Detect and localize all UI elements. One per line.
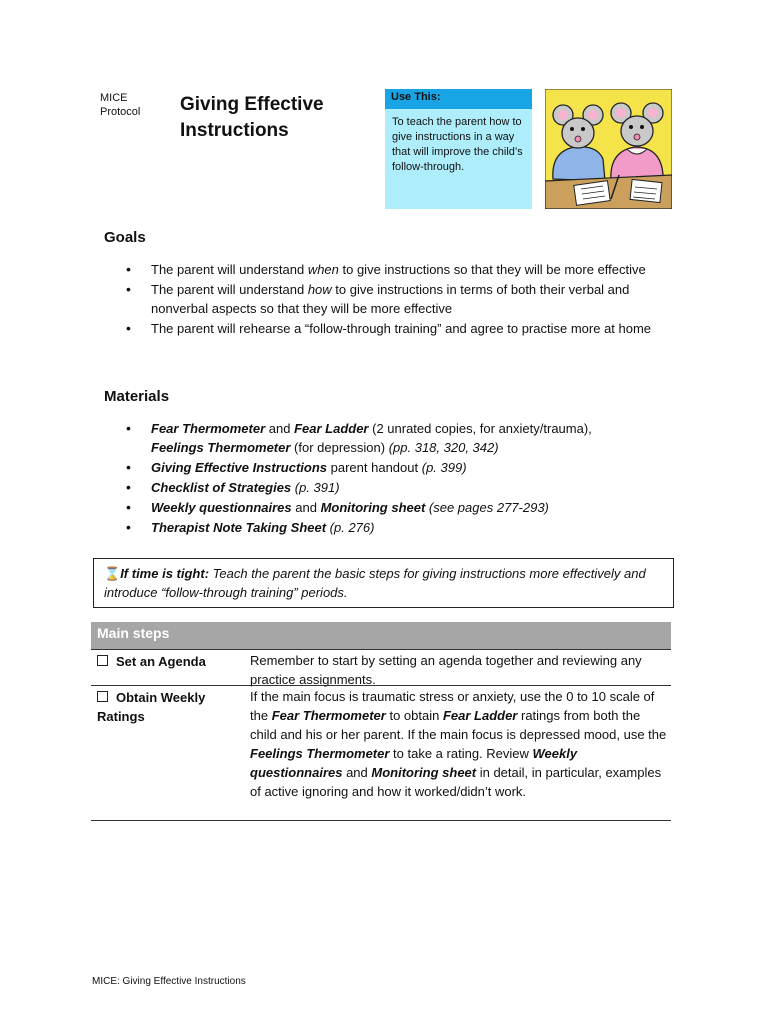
- hourglass-icon: ⌛: [104, 566, 121, 581]
- list-item: • Weekly questionnaires and Monitoring sheet (see pages 277-293): [126, 498, 671, 517]
- tip-text: Teach the parent the basic steps for giving instructions more effectively and introduce “follow-through training” periods.: [104, 566, 646, 600]
- use-this-heading: Use This:: [385, 89, 532, 109]
- list-item: • Fear Thermometer and Fear Ladder (2 unrated copies, for anxiety/trauma), Feelings Thermometer (for depression) (pp. 318, 320, 342): [126, 419, 671, 457]
- step-label: Obtain Weekly Ratings: [97, 690, 206, 724]
- use-this-body: To teach the parent how to give instructions in a way that will improve the child’s follow-through.: [385, 109, 532, 209]
- step-label: Set an Agenda: [97, 652, 237, 671]
- list-item: • Giving Effective Instructions parent handout (p. 399): [126, 458, 671, 477]
- list-item: • The parent will understand when to give instructions so that they will be more effective: [126, 260, 671, 279]
- materials-heading: Materials: [104, 388, 170, 405]
- main-steps-heading: Main steps: [91, 622, 671, 649]
- two-mice-writing-icon: [545, 89, 672, 209]
- list-item: • The parent will understand how to give instructions in terms of both their verbal and nonverbal aspects so that they will be more effective: [126, 280, 671, 318]
- page-footer: MICE: Giving Effective Instructions: [92, 976, 246, 987]
- list-item: • Therapist Note Taking Sheet (p. 276): [126, 518, 671, 537]
- step-text: If the main focus is traumatic stress or anxiety, use the 0 to 10 scale of the Fear Thermometer to obtain Fear Ladder ratings from both the child and his or her parent. If the main focus is depressed mood, use the Feelings Thermometer to take a rating. Review Weekly questionnaires and Monitoring sheet in detail, in particular, examples of active ignoring and how it worked/didn’t work.: [250, 689, 667, 799]
- goals-list: [126, 260, 671, 339]
- list-item: • The parent will rehearse a “follow-through training” and agree to practise more at home: [126, 319, 671, 338]
- table-row: [91, 649, 671, 685]
- time-tip-box: [93, 558, 674, 608]
- checkbox[interactable]: [97, 691, 108, 702]
- materials-list: [126, 419, 671, 538]
- page-title: Giving Effective Instructions: [180, 94, 324, 141]
- step-text: Remember to start by setting an agenda together and reviewing any practice assignments.: [250, 653, 642, 687]
- list-item: • Checklist of Strategies (p. 391): [126, 478, 671, 497]
- checkbox[interactable]: [97, 655, 108, 666]
- use-this-box: [385, 89, 532, 209]
- tip-label: If time is tight:: [120, 566, 210, 581]
- protocol-label: MICE Protocol: [100, 92, 141, 118]
- goals-heading: Goals: [104, 229, 146, 246]
- table-row: [91, 685, 671, 821]
